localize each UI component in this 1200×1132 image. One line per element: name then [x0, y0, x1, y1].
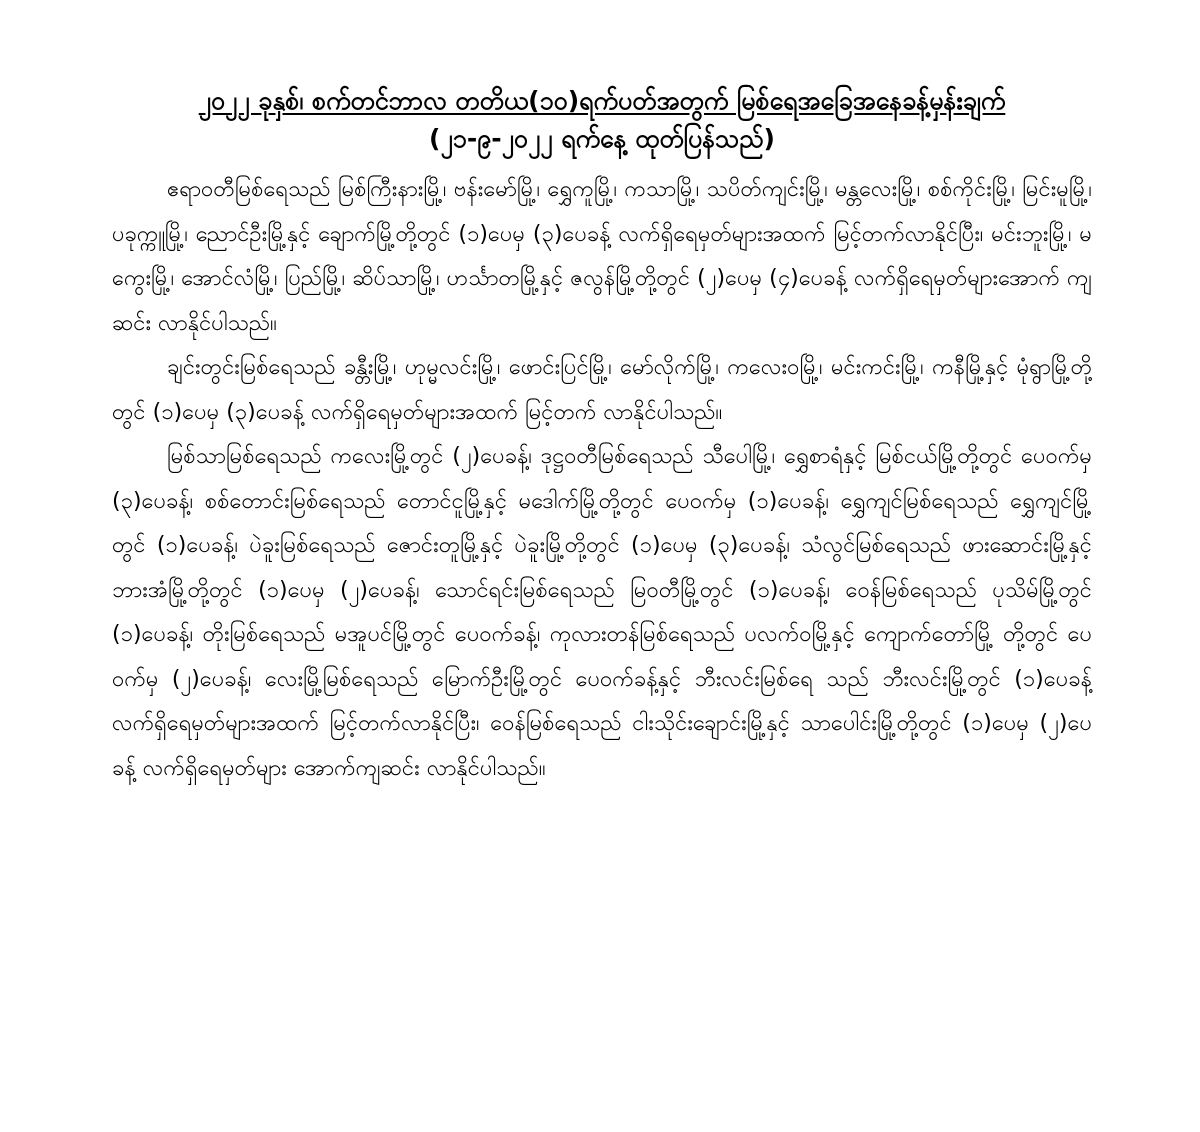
paragraph-chindwin: ချင်းတွင်းမြစ်ရေသည် ခန္တီးမြို့၊ ဟုမ္မလင်းမြို့၊ ဖောင်းပြင်မြို့၊ မော်လိုက်မြို့၊ ကလေးဝမြို့၊ မင်းကင်းမြို့၊ ကနီမြို့နှင့် မုံရွာမြို့တို့တွင် (၁)ပေမှ (၃)ပေခန့် လက်ရှိရေမှတ်များအထက် မြင့်တက် လာနိုင်ပါသည်။	[112, 355, 1092, 425]
forecast-document	[112, 82, 1092, 791]
issue-date: (၂၁-၉-၂၀၂၂ ရက်နေ့ ထုတ်ပြန်သည်)	[429, 124, 775, 153]
paragraph-ayeyarwady: ဧရာဝတီမြစ်ရေသည် မြစ်ကြီးနားမြို့၊ ဗန်းမော်မြို့၊ ရွှေကူမြို့၊ ကသာမြို့၊ သပိတ်ကျင်းမြို့၊ မန္တလေးမြို့၊ စစ်ကိုင်းမြို့၊ မြင်းမူမြို့၊ ပခုက္ကူမြို့၊ ညောင်ဦးမြို့နှင့် ချောက်မြို့တို့တွင် (၁)ပေမှ (၃)ပေခန့် လက်ရှိရေမှတ်များအထက် မြင့်တက်လာနိုင်ပြီး၊ မင်းဘူးမြို့၊ မကွေးမြို့၊ အောင်လံမြို့၊ ပြည်မြို့၊ ဆိပ်သာမြို့၊ ဟင်္သာတမြို့နှင့် ဇလွန်မြို့တို့တွင် (၂)ပေမှ (၄)ပေခန့် လက်ရှိရေမှတ်များအောက် ကျဆင်း လာနိုင်ပါသည်။	[112, 177, 1092, 336]
document-title: ၂၀၂၂ ခုနှစ်၊ စက်တင်ဘာလ တတိယ(၁၀)ရက်ပတ်အတွက် မြစ်ရေအခြေအနေခန့်မှန်းချက်	[198, 86, 1006, 115]
paragraph-other-rivers: မြစ်သာမြစ်ရေသည် ကလေးမြို့တွင် (၂)ပေခန့်၊ ဒုဋ္ဌဝတီမြစ်ရေသည် သီပေါမြို့၊ ရွှေစာရံနှင့် မြစ်ငယ်မြို့တို့တွင် ပေဝက်မှ (၃)ပေခန့်၊ စစ်တောင်းမြစ်ရေသည် တောင်ငူမြို့နှင့် မဒေါက်မြို့တို့တွင် ပေဝက်မှ (၁)ပေခန့်၊ ရွှေကျင်မြစ်ရေသည် ရွှေကျင်မြို့တွင် (၁)ပေခန့်၊ ပဲခူးမြစ်ရေသည် ဇောင်းတူမြို့နှင့် ပဲခူးမြို့တို့တွင် (၁)ပေမှ (၃)ပေခန့်၊ သံလွင်မြစ်ရေသည် ဖားဆောင်းမြို့နှင့် ဘားအံမြို့တို့တွင် (၁)ပေမှ (၂)ပေခန့်၊ သောင်ရင်းမြစ်ရေသည် မြဝတီမြို့တွင် (၁)ပေခန့်၊ ဝေန်မြစ်ရေသည် ပုသိမ်မြို့တွင် (၁)ပေခန့်၊ တိုးမြစ်ရေသည် မအူပင်မြို့တွင် ပေဝက်ခန့်၊ ကုလားတန်မြစ်ရေသည် ပလက်ဝမြို့နှင့် ကျောက်တော်မြို့ တို့တွင် ပေဝက်မှ (၂)ပေခန့်၊ လေးမြို့မြစ်ရေသည် မြောက်ဦးမြို့တွင် ပေဝက်ခန့်နှင့် ဘီးလင်းမြစ်ရေ သည် ဘီးလင်းမြို့တွင် (၁)ပေခန့် လက်ရှိရေမှတ်များအထက် မြင့်တက်လာနိုင်ပြီး၊ ဝေန်မြစ်ရေသည် ငါးသိုင်းချောင်းမြို့နှင့် သာပေါင်းမြို့တို့တွင် (၁)ပေမှ (၂)ပေခန့် လက်ရှိရေမှတ်များ အောက်ကျဆင်း လာနိုင်ပါသည်။	[112, 444, 1092, 781]
